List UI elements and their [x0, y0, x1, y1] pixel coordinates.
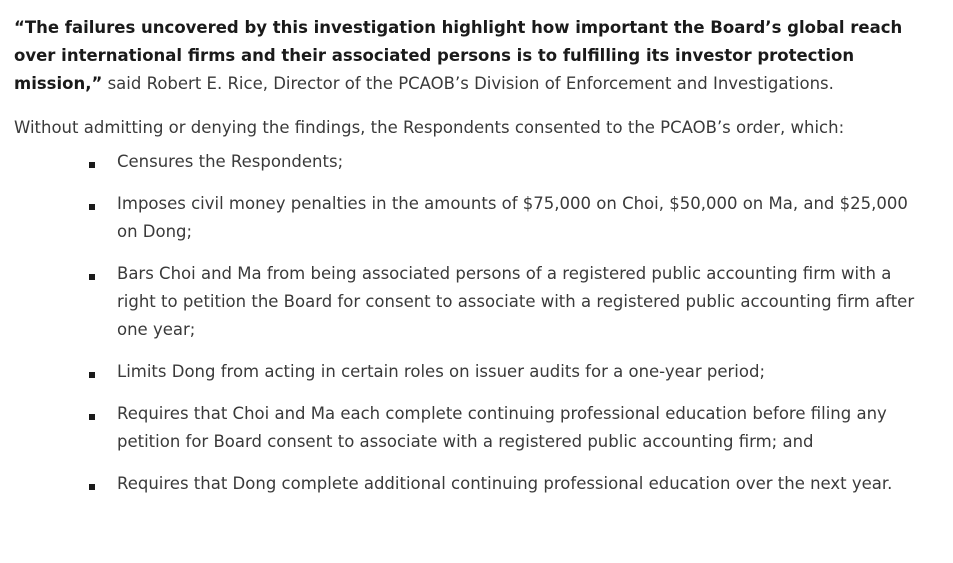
intro-paragraph: Without admitting or denying the findings, the Respondents consented to the PCAOB’s order, which:: [14, 118, 845, 137]
list-item: [14, 470, 927, 498]
bullet-icon: [89, 274, 95, 280]
list-item-text: Censures the Respondents;: [117, 152, 344, 171]
list-item: [14, 148, 927, 176]
list-item: [14, 400, 927, 456]
list-item: [14, 190, 927, 246]
list-item: [14, 260, 927, 344]
quote-attribution: said Robert E. Rice, Director of the PCAOB’s Division of Enforcement and Investigations.: [102, 74, 834, 93]
order-terms-list: [14, 148, 934, 498]
bullet-icon: [89, 484, 95, 490]
list-item: [14, 358, 927, 386]
bullet-icon: [89, 204, 95, 210]
list-item-text: Requires that Choi and Ma each complete continuing professional education before filing any petition for Board consent to associate with a registered public accounting firm; and: [117, 404, 887, 451]
bullet-icon: [89, 162, 95, 168]
list-item-text: Requires that Dong complete additional continuing professional education over the next year.: [117, 474, 893, 493]
bullet-icon: [89, 414, 95, 420]
bullet-icon: [89, 372, 95, 378]
list-item-text: Limits Dong from acting in certain roles on issuer audits for a one-year period;: [117, 362, 766, 381]
article-body: [14, 14, 934, 512]
quote-text: “The failures uncovered by this investigation highlight how important the Board’s global reach over international firms and their associated persons is to fulfilling its investor protection mission,”: [14, 18, 903, 93]
list-item-text: Imposes civil money penalties in the amounts of $75,000 on Choi, $50,000 on Ma, and $25,000 on Dong;: [117, 194, 908, 241]
list-item-text: Bars Choi and Ma from being associated persons of a registered public accounting firm with a right to petition the Board for consent to associate with a registered public accounting firm after one year;: [117, 264, 915, 339]
quote-paragraph: [14, 14, 934, 98]
